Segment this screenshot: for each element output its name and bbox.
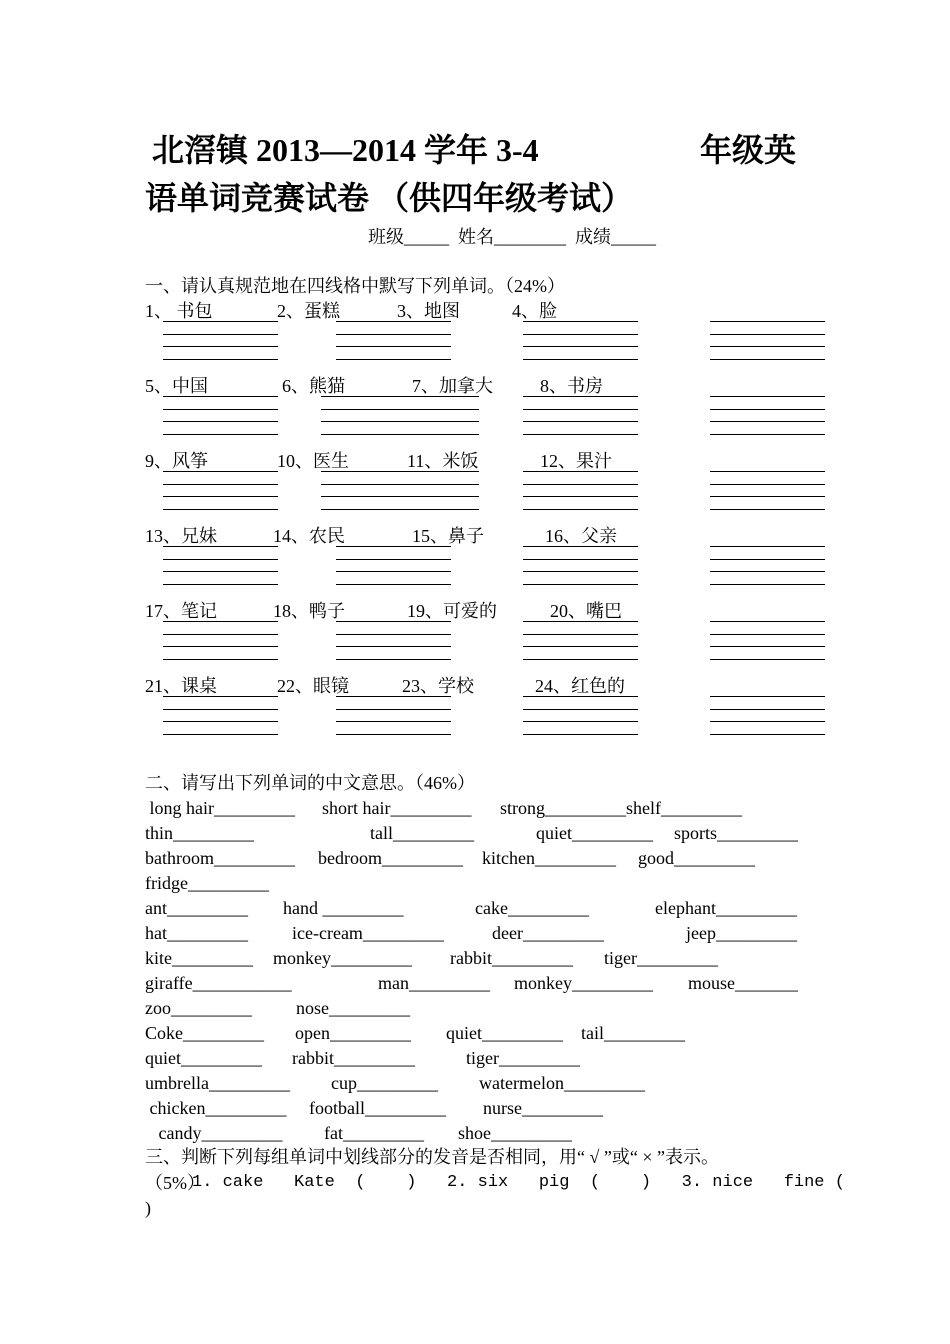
section2-heading: 二、请写出下列单词的中文意思。（46%） bbox=[145, 773, 475, 793]
vocab-item[interactable]: short hair_________ bbox=[322, 798, 472, 818]
vocab-item[interactable]: thin_________ bbox=[145, 823, 255, 843]
grid-line bbox=[710, 559, 825, 560]
vocab-item[interactable]: watermelon_________ bbox=[479, 1073, 645, 1093]
word-prompt-0-3: 4、脸 bbox=[512, 301, 557, 321]
grid-line bbox=[336, 346, 451, 347]
grid-line bbox=[523, 421, 638, 422]
grid-line bbox=[163, 359, 278, 360]
grid-line bbox=[336, 621, 451, 622]
word-prompt-3-2: 15、鼻子 bbox=[412, 526, 484, 546]
grid-line bbox=[163, 634, 278, 635]
vocab-item[interactable]: monkey_________ bbox=[273, 948, 412, 968]
grid-line bbox=[163, 621, 278, 622]
grid-line bbox=[710, 734, 825, 735]
word-prompt-4-0: 17、笔记 bbox=[145, 601, 217, 621]
word-prompt-0-1: 2、蛋糕 bbox=[277, 301, 340, 321]
grid-line bbox=[336, 646, 451, 647]
grid-line bbox=[321, 496, 479, 497]
grid-line bbox=[710, 484, 825, 485]
grid-line bbox=[523, 321, 638, 322]
grid-line bbox=[523, 496, 638, 497]
vocab-item[interactable]: tiger_________ bbox=[466, 1048, 580, 1068]
vocab-item[interactable]: tall_________ bbox=[370, 823, 474, 843]
vocab-item[interactable]: quiet_________ bbox=[446, 1023, 563, 1043]
four-line-grid[interactable] bbox=[163, 396, 278, 444]
grid-line bbox=[163, 734, 278, 735]
grid-line bbox=[523, 584, 638, 585]
vocab-item[interactable]: zoo_________ bbox=[145, 998, 252, 1018]
vocab-item[interactable]: mouse_______ bbox=[688, 973, 798, 993]
grid-line bbox=[523, 396, 638, 397]
grid-line bbox=[710, 409, 825, 410]
exam-title-line1-right: 年级英 bbox=[700, 132, 797, 168]
grid-line bbox=[163, 571, 278, 572]
word-prompt-0-0: 1、 书包 bbox=[145, 301, 213, 321]
grid-line bbox=[321, 509, 479, 510]
vocab-item[interactable]: kite_________ bbox=[145, 948, 253, 968]
four-line-grid[interactable] bbox=[710, 696, 825, 744]
word-prompt-4-3: 20、嘴巴 bbox=[550, 601, 622, 621]
grid-line bbox=[710, 496, 825, 497]
grid-line bbox=[163, 434, 278, 435]
four-line-grid[interactable] bbox=[321, 471, 479, 519]
grid-line bbox=[710, 634, 825, 635]
grid-line bbox=[321, 409, 479, 410]
four-line-grid[interactable] bbox=[710, 471, 825, 519]
four-line-grid[interactable] bbox=[523, 321, 638, 369]
vocab-item[interactable]: fridge_________ bbox=[145, 873, 269, 893]
grid-line bbox=[321, 471, 479, 472]
word-prompt-5-0: 21、课桌 bbox=[145, 676, 217, 696]
four-line-grid[interactable] bbox=[163, 696, 278, 744]
grid-line bbox=[163, 659, 278, 660]
grid-line bbox=[163, 709, 278, 710]
vocab-item[interactable]: jeep_________ bbox=[686, 923, 797, 943]
word-prompt-3-1: 14、农民 bbox=[273, 526, 345, 546]
grid-line bbox=[321, 396, 479, 397]
word-prompt-4-1: 18、鸭子 bbox=[273, 601, 345, 621]
vocab-item[interactable]: candy_________ bbox=[145, 1123, 283, 1143]
vocab-item[interactable]: ice-cream_________ bbox=[292, 923, 444, 943]
grid-line bbox=[523, 359, 638, 360]
grid-line bbox=[336, 546, 451, 547]
word-prompt-2-0: 9、风筝 bbox=[145, 451, 208, 471]
grid-line bbox=[523, 509, 638, 510]
grid-line bbox=[710, 696, 825, 697]
word-prompt-1-2: 7、加拿大 bbox=[412, 376, 493, 396]
grid-line bbox=[710, 509, 825, 510]
grid-line bbox=[163, 696, 278, 697]
four-line-grid[interactable] bbox=[710, 396, 825, 444]
grid-line bbox=[336, 734, 451, 735]
grid-line bbox=[710, 396, 825, 397]
grid-line bbox=[710, 571, 825, 572]
vocab-item[interactable]: quiet_________ bbox=[145, 1048, 262, 1068]
grid-line bbox=[523, 721, 638, 722]
four-line-grid[interactable] bbox=[523, 471, 638, 519]
grid-line bbox=[336, 571, 451, 572]
grid-line bbox=[523, 709, 638, 710]
grid-line bbox=[336, 634, 451, 635]
grid-line bbox=[710, 646, 825, 647]
vocab-item[interactable]: man_________ bbox=[378, 973, 490, 993]
word-prompt-4-2: 19、可爱的 bbox=[407, 601, 497, 621]
vocab-item[interactable]: good_________ bbox=[638, 848, 755, 868]
word-prompt-1-3: 8、书房 bbox=[540, 376, 603, 396]
grid-line bbox=[710, 334, 825, 335]
word-prompt-2-2: 11、米饭 bbox=[407, 451, 479, 471]
vocab-item[interactable]: football_________ bbox=[309, 1098, 446, 1118]
grid-line bbox=[163, 484, 278, 485]
four-line-grid[interactable] bbox=[163, 546, 278, 594]
grid-line bbox=[710, 346, 825, 347]
vocab-item[interactable]: shoe_________ bbox=[458, 1123, 572, 1143]
grid-line bbox=[163, 471, 278, 472]
vocab-item[interactable]: monkey_________ bbox=[514, 973, 653, 993]
four-line-grid[interactable] bbox=[336, 321, 451, 369]
grid-line bbox=[710, 659, 825, 660]
grid-line bbox=[710, 434, 825, 435]
exam-title-line2: 语单词竞赛试卷 （供四年级考试） bbox=[145, 180, 634, 216]
word-prompt-0-2: 3、地图 bbox=[397, 301, 460, 321]
grid-line bbox=[523, 334, 638, 335]
vocab-item[interactable]: tail_________ bbox=[581, 1023, 685, 1043]
section3-heading: 三、判断下列每组单词中划线部分的发音是否相同，用“ √ ”或“ × ”表示。 bbox=[145, 1147, 719, 1167]
four-line-grid[interactable] bbox=[336, 546, 451, 594]
four-line-grid[interactable] bbox=[163, 621, 278, 669]
vocab-item[interactable]: cake_________ bbox=[475, 898, 589, 918]
vocab-item[interactable]: chicken_________ bbox=[145, 1098, 287, 1118]
grid-line bbox=[523, 484, 638, 485]
grid-line bbox=[336, 721, 451, 722]
grid-line bbox=[163, 559, 278, 560]
grid-line bbox=[163, 721, 278, 722]
section3-closing-paren: ) bbox=[145, 1198, 151, 1218]
student-info-line: 班级_____ 姓名________ 成绩_____ bbox=[368, 227, 656, 247]
vocab-item[interactable]: umbrella_________ bbox=[145, 1073, 290, 1093]
four-line-grid[interactable] bbox=[163, 471, 278, 519]
vocab-item[interactable]: nurse_________ bbox=[483, 1098, 603, 1118]
grid-line bbox=[710, 721, 825, 722]
word-prompt-5-1: 22、眼镜 bbox=[277, 676, 349, 696]
vocab-item[interactable]: long hair_________ bbox=[145, 798, 295, 818]
four-line-grid[interactable] bbox=[523, 621, 638, 669]
vocab-item[interactable]: bathroom_________ bbox=[145, 848, 295, 868]
four-line-grid[interactable] bbox=[523, 546, 638, 594]
exam-title-line1-left: 北滘镇 2013—2014 学年 3-4 bbox=[152, 132, 539, 168]
four-line-grid[interactable] bbox=[321, 396, 479, 444]
vocab-item[interactable]: deer_________ bbox=[492, 923, 604, 943]
grid-line bbox=[336, 559, 451, 560]
grid-line bbox=[523, 409, 638, 410]
vocab-item[interactable]: rabbit_________ bbox=[292, 1048, 415, 1068]
vocab-item[interactable]: giraffe___________ bbox=[145, 973, 292, 993]
grid-line bbox=[710, 709, 825, 710]
word-prompt-2-3: 12、果汁 bbox=[540, 451, 612, 471]
vocab-item[interactable]: quiet_________ bbox=[536, 823, 653, 843]
grid-line bbox=[336, 359, 451, 360]
grid-line bbox=[163, 584, 278, 585]
grid-line bbox=[523, 346, 638, 347]
four-line-grid[interactable] bbox=[523, 396, 638, 444]
grid-line bbox=[163, 334, 278, 335]
grid-line bbox=[321, 421, 479, 422]
vocab-item[interactable]: kitchen_________ bbox=[482, 848, 616, 868]
grid-line bbox=[163, 321, 278, 322]
grid-line bbox=[336, 584, 451, 585]
grid-line bbox=[710, 471, 825, 472]
vocab-item[interactable]: elephant_________ bbox=[655, 898, 797, 918]
word-prompt-5-2: 23、学校 bbox=[402, 676, 474, 696]
vocab-item[interactable]: Coke_________ bbox=[145, 1023, 264, 1043]
word-prompt-3-0: 13、兄妹 bbox=[145, 526, 217, 546]
grid-line bbox=[163, 546, 278, 547]
vocab-item[interactable]: cup_________ bbox=[331, 1073, 438, 1093]
four-line-grid[interactable] bbox=[523, 696, 638, 744]
grid-line bbox=[523, 696, 638, 697]
grid-line bbox=[163, 509, 278, 510]
grid-line bbox=[336, 709, 451, 710]
grid-line bbox=[710, 584, 825, 585]
grid-line bbox=[336, 321, 451, 322]
grid-line bbox=[163, 421, 278, 422]
four-line-grid[interactable] bbox=[710, 546, 825, 594]
four-line-grid[interactable] bbox=[710, 321, 825, 369]
vocab-item[interactable]: hand _________ bbox=[283, 898, 404, 918]
grid-line bbox=[523, 546, 638, 547]
vocab-item[interactable]: fat_________ bbox=[324, 1123, 424, 1143]
grid-line bbox=[163, 409, 278, 410]
grid-line bbox=[523, 571, 638, 572]
vocab-item[interactable]: nose_________ bbox=[296, 998, 410, 1018]
grid-line bbox=[163, 396, 278, 397]
grid-line bbox=[163, 646, 278, 647]
grid-line bbox=[523, 734, 638, 735]
word-prompt-3-3: 16、父亲 bbox=[545, 526, 617, 546]
grid-line bbox=[523, 634, 638, 635]
grid-line bbox=[336, 334, 451, 335]
section3-items: 1. cake Kate ( ) 2. six pig ( ) 3. nice fine ( bbox=[192, 1173, 845, 1192]
vocab-item[interactable]: ant_________ bbox=[145, 898, 248, 918]
four-line-grid[interactable] bbox=[163, 321, 278, 369]
vocab-item[interactable]: tiger_________ bbox=[604, 948, 718, 968]
word-prompt-2-1: 10、医生 bbox=[277, 451, 349, 471]
four-line-grid[interactable] bbox=[336, 621, 451, 669]
word-prompt-1-0: 5、中国 bbox=[145, 376, 208, 396]
section3-score: （5%） bbox=[145, 1173, 205, 1193]
grid-line bbox=[710, 421, 825, 422]
vocab-item[interactable]: open_________ bbox=[295, 1023, 411, 1043]
vocab-item[interactable]: hat_________ bbox=[145, 923, 248, 943]
grid-line bbox=[321, 484, 479, 485]
word-prompt-5-3: 24、红色的 bbox=[535, 676, 625, 696]
grid-line bbox=[710, 321, 825, 322]
vocab-item[interactable]: rabbit_________ bbox=[450, 948, 573, 968]
grid-line bbox=[163, 346, 278, 347]
grid-line bbox=[710, 546, 825, 547]
grid-line bbox=[523, 621, 638, 622]
grid-line bbox=[523, 434, 638, 435]
vocab-item[interactable]: sports_________ bbox=[674, 823, 799, 843]
grid-line bbox=[336, 659, 451, 660]
word-prompt-1-1: 6、熊猫 bbox=[282, 376, 345, 396]
four-line-grid[interactable] bbox=[336, 696, 451, 744]
section1-heading: 一、请认真规范地在四线格中默写下列单词。（24%） bbox=[145, 276, 565, 296]
grid-line bbox=[523, 559, 638, 560]
four-line-grid[interactable] bbox=[710, 621, 825, 669]
grid-line bbox=[523, 471, 638, 472]
grid-line bbox=[523, 646, 638, 647]
grid-line bbox=[523, 659, 638, 660]
grid-line bbox=[710, 621, 825, 622]
grid-line bbox=[163, 496, 278, 497]
vocab-item[interactable]: strong_________shelf_________ bbox=[500, 798, 742, 818]
grid-line bbox=[321, 434, 479, 435]
vocab-item[interactable]: bedroom_________ bbox=[318, 848, 463, 868]
grid-line bbox=[710, 359, 825, 360]
grid-line bbox=[336, 696, 451, 697]
